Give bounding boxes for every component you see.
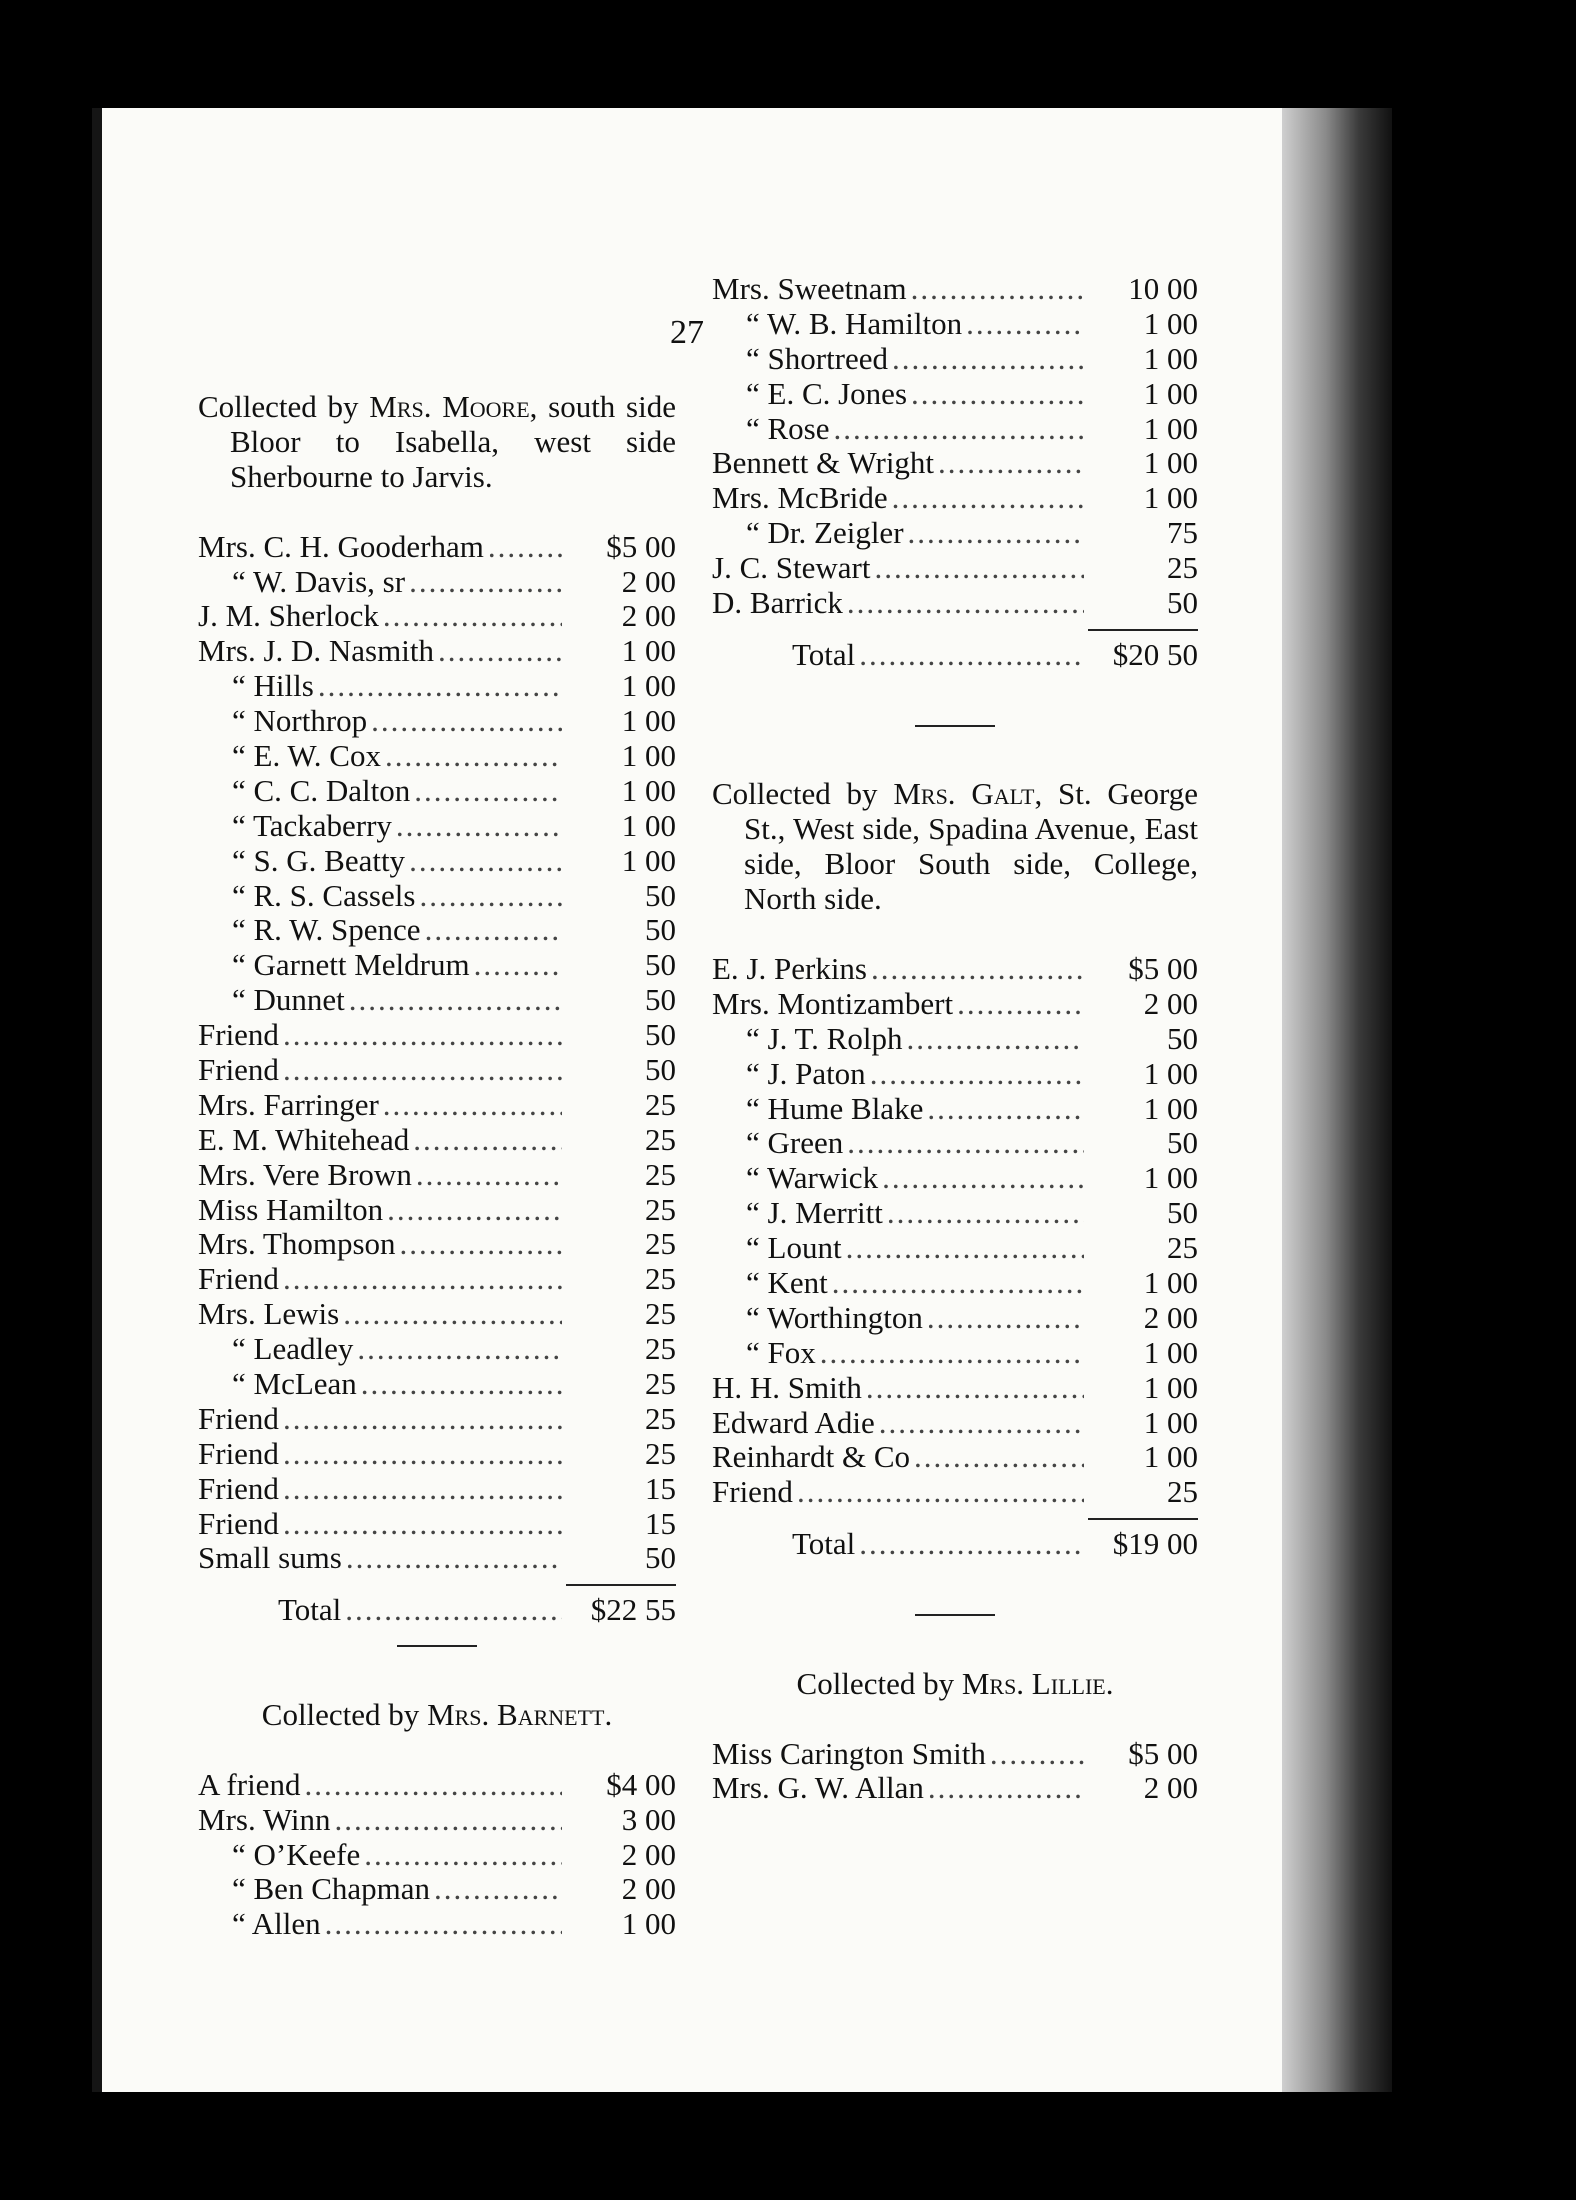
- donor-name: “ Kent: [746, 1265, 828, 1300]
- donor-name: Mrs. Thompson: [198, 1226, 396, 1262]
- leader-dots: [371, 704, 562, 739]
- moore-entry-list: [198, 530, 676, 1577]
- entry-row: [712, 1161, 1198, 1196]
- leader-dots: [966, 307, 1084, 342]
- entry-row: [198, 599, 676, 634]
- donation-amount: 2 00: [1143, 985, 1198, 1021]
- leader-dots: [820, 1336, 1084, 1371]
- entry-row: [712, 1196, 1198, 1231]
- galt-total-rule: [712, 1510, 1198, 1527]
- leader-dots: [409, 565, 562, 600]
- leader-dots: [928, 1771, 1084, 1806]
- leader-dots: [870, 1057, 1084, 1092]
- donation-amount: 1 00: [621, 633, 676, 669]
- donation-amount: 25: [645, 1400, 676, 1436]
- leader-dots: [385, 739, 562, 774]
- donation-amount: 25: [645, 1121, 676, 1157]
- entry-row: [712, 952, 1198, 987]
- entry-row: [198, 983, 676, 1018]
- donor-name: “ Rose: [746, 410, 830, 446]
- donation-amount: 50: [645, 982, 676, 1018]
- donor-name: “ Hume Blake: [746, 1090, 924, 1126]
- donation-amount: 10 00: [1128, 271, 1198, 306]
- leader-dots: [914, 1440, 1084, 1475]
- donation-amount: 15: [645, 1470, 676, 1506]
- donation-amount: 25: [645, 1226, 676, 1262]
- donation-amount: $5 00: [1128, 950, 1198, 986]
- book-spine-shadow: [92, 108, 102, 2092]
- donor-name: “ J. Paton: [746, 1055, 866, 1091]
- entry-row: [712, 1440, 1198, 1475]
- donation-amount: 50: [645, 877, 676, 913]
- entry-row: [712, 1231, 1198, 1266]
- donation-amount: 1 00: [621, 703, 676, 739]
- entry-row: [198, 1803, 676, 1838]
- entry-row: [198, 1018, 676, 1053]
- donor-name: “ Tackaberry: [232, 807, 392, 843]
- donation-amount: 25: [645, 1435, 676, 1471]
- donor-name: “ W. B. Hamilton: [746, 305, 963, 341]
- donor-name: “ E. W. Cox: [232, 737, 381, 773]
- donor-name: “ S. G. Beatty: [232, 842, 406, 878]
- entry-row: [198, 879, 676, 914]
- leader-dots: [847, 1126, 1084, 1161]
- donor-name: “ R. W. Spence: [232, 912, 421, 948]
- donor-name: Small sums: [198, 1540, 342, 1576]
- donor-name: Mrs. Winn: [198, 1801, 331, 1837]
- leader-dots: [438, 634, 562, 669]
- leader-dots: [400, 1227, 562, 1262]
- moore-total-row: [198, 1593, 676, 1628]
- entry-row: [712, 1022, 1198, 1057]
- donor-name: Friend: [198, 1470, 279, 1506]
- leader-dots: [797, 1475, 1084, 1510]
- donor-name: A friend: [198, 1766, 301, 1802]
- donor-name: “ Northrop: [232, 703, 368, 739]
- donation-amount: 75: [1167, 515, 1198, 551]
- entry-row: [712, 551, 1198, 586]
- entry-row: [712, 1092, 1198, 1127]
- donation-amount: 1 00: [1143, 1265, 1198, 1300]
- entry-row: [198, 1227, 676, 1262]
- donation-amount: 1 00: [1143, 1334, 1198, 1370]
- donor-name: “ Shortreed: [746, 340, 889, 376]
- leader-dots: [892, 342, 1084, 377]
- continued-total-row: [712, 638, 1198, 673]
- leader-dots: [834, 412, 1084, 447]
- donation-amount: 50: [1167, 585, 1198, 621]
- leader-dots: [957, 987, 1084, 1022]
- entry-row: [712, 1301, 1198, 1336]
- barnett-heading: [198, 1698, 676, 1733]
- donation-amount: 3 00: [621, 1801, 676, 1837]
- entry-row: [712, 1406, 1198, 1441]
- leader-dots: [859, 638, 1084, 673]
- leader-dots: [409, 844, 562, 879]
- leader-dots: [349, 983, 562, 1018]
- donor-name: “ Dr. Zeigler: [746, 515, 904, 551]
- donation-amount: 1 00: [1143, 375, 1198, 411]
- entry-row: [198, 634, 676, 669]
- moore-total-rule: [198, 1576, 676, 1593]
- lillie-heading-pre: Collected by: [796, 1665, 962, 1701]
- leader-dots: [882, 1161, 1084, 1196]
- entry-row: [198, 1158, 676, 1193]
- donor-name: “ Allen: [232, 1906, 321, 1942]
- leader-dots: [361, 1367, 562, 1402]
- entry-row: [198, 1332, 676, 1367]
- donation-amount: 25: [645, 1331, 676, 1367]
- donor-name: Mrs. C. H. Gooderham: [198, 528, 484, 564]
- donor-name: H. H. Smith: [712, 1369, 862, 1405]
- donation-amount: 50: [645, 947, 676, 983]
- donor-name: “ Ben Chapman: [232, 1871, 431, 1907]
- moore-heading: [198, 390, 676, 495]
- donor-name: “ Leadley: [232, 1331, 354, 1367]
- entry-row: [712, 481, 1198, 516]
- donor-name: “ Garnett Meldrum: [232, 947, 470, 983]
- leader-dots: [474, 948, 562, 983]
- leader-dots: [879, 1406, 1084, 1441]
- donation-amount: 50: [645, 912, 676, 948]
- donation-amount: 2 00: [1143, 1770, 1198, 1806]
- entry-row: [198, 1262, 676, 1297]
- book-page: [92, 108, 1392, 2092]
- galt-heading: [712, 777, 1198, 917]
- leader-dots: [990, 1737, 1084, 1772]
- donor-name: “ J. T. Rolph: [746, 1020, 903, 1056]
- donor-name: J. M. Sherlock: [198, 598, 379, 634]
- donor-name: Friend: [198, 1435, 279, 1471]
- entry-row: [198, 774, 676, 809]
- right-column: [712, 272, 1198, 1806]
- donation-amount: 1 00: [1143, 1055, 1198, 1091]
- donor-name: “ C. C. Dalton: [232, 772, 411, 808]
- entry-row: [198, 1367, 676, 1402]
- entry-row: [712, 1336, 1198, 1371]
- donor-name: Mrs. Montizambert: [712, 985, 954, 1021]
- donor-name: D. Barrick: [712, 585, 843, 621]
- leader-dots: [283, 1402, 562, 1437]
- leader-dots: [488, 530, 562, 565]
- donor-name: “ Dunnet: [232, 982, 345, 1018]
- donor-name: Friend: [198, 1051, 279, 1087]
- donation-amount: 2 00: [621, 1871, 676, 1907]
- entry-row: [712, 342, 1198, 377]
- barnett-entry-list: [198, 1768, 676, 1942]
- leader-dots: [847, 586, 1084, 621]
- donation-amount: 2 00: [621, 1836, 676, 1872]
- donation-amount: 1 00: [1143, 1439, 1198, 1475]
- page-number: 27: [670, 314, 704, 351]
- donation-amount: 2 00: [621, 563, 676, 599]
- donor-name: J. C. Stewart: [712, 550, 871, 586]
- donor-name: Friend: [198, 1017, 279, 1053]
- continued-total-label: Total: [792, 636, 856, 672]
- donation-amount: 1 00: [1143, 340, 1198, 376]
- galt-total-row: [712, 1527, 1198, 1562]
- donor-name: Miss Carington Smith: [712, 1735, 986, 1771]
- donor-name: “ R. S. Cassels: [232, 877, 416, 913]
- entry-row: [712, 446, 1198, 481]
- entry-row: [712, 272, 1198, 307]
- entry-row: [198, 1437, 676, 1472]
- entry-row: [198, 913, 676, 948]
- leader-dots: [874, 551, 1084, 586]
- entry-row: [712, 1266, 1198, 1301]
- section-separator: [712, 708, 1198, 743]
- donation-amount: 50: [645, 1017, 676, 1053]
- moore-collector: Mrs. Moore: [369, 389, 530, 424]
- leader-dots: [387, 1193, 562, 1228]
- entry-row: [198, 704, 676, 739]
- donor-name: “ W. Davis, sr: [232, 563, 406, 599]
- leader-dots: [357, 1332, 562, 1367]
- donation-amount: 25: [645, 1365, 676, 1401]
- donor-name: “ Warwick: [746, 1160, 879, 1196]
- donor-name: E. J. Perkins: [712, 950, 867, 986]
- donor-name: Miss Hamilton: [198, 1191, 384, 1227]
- leader-dots: [908, 516, 1084, 551]
- section-separator: [712, 1597, 1198, 1632]
- donor-name: “ Fox: [746, 1334, 816, 1370]
- leader-dots: [887, 1196, 1084, 1231]
- entry-row: [198, 1872, 676, 1907]
- donation-amount: 1 00: [621, 737, 676, 773]
- entry-row: [712, 377, 1198, 412]
- leader-dots: [846, 1231, 1084, 1266]
- donor-name: “ Worthington: [746, 1299, 923, 1335]
- leader-dots: [927, 1092, 1084, 1127]
- leader-dots: [383, 599, 562, 634]
- galt-entry-list: [712, 952, 1198, 1510]
- entry-row: [198, 1193, 676, 1228]
- continued-total-rule: [712, 621, 1198, 638]
- donation-amount: 50: [1167, 1020, 1198, 1056]
- leader-dots: [911, 377, 1084, 412]
- leader-dots: [911, 272, 1084, 307]
- leader-dots: [318, 669, 562, 704]
- donation-amount: 1 00: [1143, 1160, 1198, 1196]
- entry-row: [198, 669, 676, 704]
- barnett-collector: Mrs. Barnett.: [427, 1697, 613, 1732]
- lillie-heading: [712, 1667, 1198, 1702]
- donor-name: “ Hills: [232, 668, 314, 704]
- leader-dots: [283, 1507, 562, 1542]
- donor-name: “ Lount: [746, 1230, 842, 1266]
- entry-row: [198, 948, 676, 983]
- donation-amount: 1 00: [1143, 1090, 1198, 1126]
- leader-dots: [343, 1297, 562, 1332]
- donation-amount: 1 00: [1143, 410, 1198, 446]
- leader-dots: [414, 774, 562, 809]
- donation-amount: 50: [1167, 1125, 1198, 1161]
- entry-row: [712, 1475, 1198, 1510]
- donation-amount: $5 00: [1128, 1735, 1198, 1771]
- leader-dots: [383, 1088, 562, 1123]
- leader-dots: [283, 1472, 562, 1507]
- donation-amount: 1 00: [621, 807, 676, 843]
- continued-entry-list: [712, 272, 1198, 621]
- donation-amount: 1 00: [621, 668, 676, 704]
- left-column: [198, 390, 676, 1942]
- lillie-entry-list: [712, 1737, 1198, 1807]
- section-separator: [198, 1628, 676, 1663]
- donation-amount: 15: [645, 1505, 676, 1541]
- donation-amount: 50: [645, 1540, 676, 1576]
- leader-dots: [325, 1907, 562, 1942]
- entry-row: [198, 1507, 676, 1542]
- leader-dots: [283, 1262, 562, 1297]
- entry-row: [198, 1768, 676, 1803]
- entry-row: [712, 586, 1198, 621]
- donation-amount: 25: [1167, 1230, 1198, 1266]
- donation-amount: 25: [645, 1156, 676, 1192]
- entry-row: [198, 1541, 676, 1576]
- leader-dots: [434, 1872, 562, 1907]
- moore-heading-pre: Collected by: [198, 389, 370, 424]
- donation-amount: 25: [1167, 550, 1198, 586]
- leader-dots: [304, 1768, 562, 1803]
- galt-heading-post: , St. George St., West side, Spadina Avenue, East side, Bloor South side, College, North side.: [744, 776, 1199, 917]
- leader-dots: [416, 1158, 562, 1193]
- leader-dots: [425, 913, 562, 948]
- leader-dots: [892, 481, 1084, 516]
- donation-amount: 1 00: [1143, 305, 1198, 341]
- leader-dots: [938, 446, 1084, 481]
- donation-amount: 1 00: [1143, 445, 1198, 481]
- donor-name: “ O’Keefe: [232, 1836, 361, 1872]
- entry-row: [198, 1123, 676, 1158]
- donor-name: Friend: [198, 1400, 279, 1436]
- moore-total-amount: $22 55: [590, 1592, 676, 1628]
- donation-amount: 25: [1167, 1474, 1198, 1510]
- leader-dots: [413, 1123, 562, 1158]
- donor-name: Friend: [198, 1505, 279, 1541]
- donor-name: E. M. Whitehead: [198, 1121, 410, 1157]
- entry-row: [198, 1297, 676, 1332]
- entry-row: [198, 1088, 676, 1123]
- donor-name: Mrs. McBride: [712, 480, 888, 516]
- entry-row: [198, 1402, 676, 1437]
- donor-name: Mrs. Sweetnam: [712, 271, 907, 306]
- donor-name: Bennett & Wright: [712, 445, 935, 481]
- entry-row: [712, 412, 1198, 447]
- galt-heading-pre: Collected by: [712, 776, 894, 812]
- donation-amount: 50: [645, 1051, 676, 1087]
- leader-dots: [396, 809, 562, 844]
- donor-name: Mrs. Vere Brown: [198, 1156, 412, 1192]
- leader-dots: [832, 1266, 1084, 1301]
- donation-amount: 25: [645, 1296, 676, 1332]
- entry-row: [198, 844, 676, 879]
- leader-dots: [859, 1527, 1084, 1562]
- entry-row: [198, 809, 676, 844]
- moore-heading-post: , south side Bloor to Isabella, west side Sherbourne to Jarvis.: [230, 389, 676, 494]
- entry-row: [712, 1126, 1198, 1161]
- donor-name: “ J. Merritt: [746, 1195, 883, 1231]
- leader-dots: [364, 1838, 562, 1873]
- leader-dots: [283, 1053, 562, 1088]
- donor-name: Friend: [712, 1474, 793, 1510]
- moore-total-label: Total: [278, 1592, 342, 1628]
- donor-name: Mrs. J. D. Nasmith: [198, 633, 434, 669]
- entry-row: [712, 1057, 1198, 1092]
- donation-amount: 1 00: [1143, 1369, 1198, 1405]
- leader-dots: [346, 1541, 562, 1576]
- entry-row: [198, 1838, 676, 1873]
- entry-row: [198, 565, 676, 600]
- entry-row: [712, 1737, 1198, 1772]
- donor-name: “ McLean: [232, 1365, 357, 1401]
- donor-name: Reinhardt & Co: [712, 1439, 911, 1475]
- leader-dots: [906, 1022, 1084, 1057]
- entry-row: [198, 1053, 676, 1088]
- entry-row: [712, 307, 1198, 342]
- barnett-heading-pre: Collected by: [261, 1697, 428, 1732]
- donation-amount: $4 00: [606, 1766, 676, 1802]
- donation-amount: 1 00: [1143, 1404, 1198, 1440]
- donation-amount: 2 00: [1143, 1299, 1198, 1335]
- galt-collector: Mrs. Galt: [893, 776, 1035, 812]
- donor-name: Mrs. Lewis: [198, 1296, 340, 1332]
- leader-dots: [283, 1437, 562, 1472]
- entry-row: [198, 739, 676, 774]
- donor-name: “ Green: [746, 1125, 844, 1161]
- leader-dots: [866, 1371, 1084, 1406]
- donation-amount: 25: [645, 1086, 676, 1122]
- entry-row: [712, 987, 1198, 1022]
- donation-amount: 1 00: [621, 842, 676, 878]
- entry-row: [198, 530, 676, 565]
- donor-name: Mrs. G. W. Allan: [712, 1770, 924, 1806]
- galt-total-label: Total: [792, 1526, 856, 1562]
- leader-dots: [927, 1301, 1084, 1336]
- donor-name: Friend: [198, 1261, 279, 1297]
- entry-row: [198, 1472, 676, 1507]
- donor-name: “ E. C. Jones: [746, 375, 908, 411]
- donation-amount: 2 00: [621, 598, 676, 634]
- entry-row: [198, 1907, 676, 1942]
- galt-total-amount: $19 00: [1112, 1526, 1198, 1562]
- entry-row: [712, 1371, 1198, 1406]
- donation-amount: 25: [645, 1191, 676, 1227]
- donation-amount: 25: [645, 1261, 676, 1297]
- donor-name: Edward Adie: [712, 1404, 875, 1440]
- entry-row: [712, 1771, 1198, 1806]
- leader-dots: [871, 952, 1084, 987]
- leader-dots: [283, 1018, 562, 1053]
- donation-amount: $5 00: [606, 528, 676, 564]
- donor-name: Mrs. Farringer: [198, 1086, 379, 1122]
- leader-dots: [419, 879, 562, 914]
- donation-amount: 50: [1167, 1195, 1198, 1231]
- page-edges: [1282, 108, 1392, 2092]
- donation-amount: 1 00: [621, 772, 676, 808]
- leader-dots: [335, 1803, 562, 1838]
- donation-amount: 1 00: [621, 1906, 676, 1942]
- donation-amount: 1 00: [1143, 480, 1198, 516]
- lillie-collector: Mrs. Lillie.: [961, 1665, 1114, 1701]
- leader-dots: [345, 1593, 562, 1628]
- entry-row: [712, 516, 1198, 551]
- continued-total-amount: $20 50: [1112, 636, 1198, 672]
